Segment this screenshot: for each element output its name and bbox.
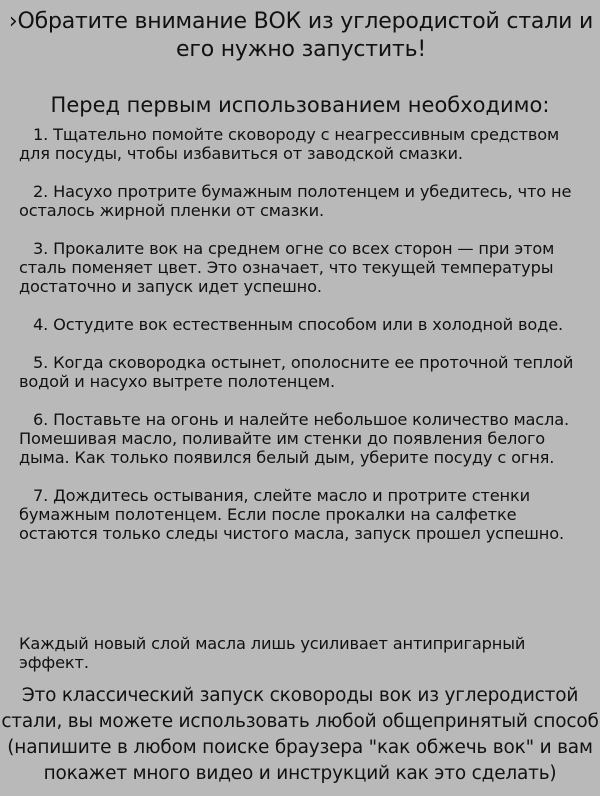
step-2: 2. Насухо протрите бумажным полотенцем и убедитесь, что не осталось жирной пленки от смазки.: [19, 182, 572, 220]
step-7: 7. Дождитесь остывания, слейте масло и протрите стенки бумажным полотенцем. Если после прокалки на салфетке остаются только следы чистого масла, запуск прошел успешно.: [19, 486, 564, 543]
step-3: 3. Прокалите вок на среднем огне со всех сторон — при этом сталь поменяет цвет. Это означает, что текущей температуры достаточно и запуск идет успешно.: [19, 239, 555, 296]
step-5: 5. Когда сковородка остынет, ополосните ее проточной теплой водой и насухо вытрете полотенцем.: [19, 353, 574, 391]
step-1: 1. Тщательно помойте сковороду с неагрессивным средством для посуды, чтобы избавиться от заводской смазки.: [19, 125, 560, 163]
note-text: Каждый новый слой масла лишь усиливает антипригарный эффект.: [19, 634, 526, 672]
steps-list: [19, 125, 591, 562]
page-title: ›Обратите внимание ВОК из углеродистой стали и его нужно запустить!: [8, 9, 594, 62]
intro-heading: Перед первым использованием необходимо:: [50, 93, 550, 117]
footer-text: Это классический запуск сковороды вок из углеродистой стали, вы можете использовать любой общепринятый способ (напишите в любом поиске браузера "как обжечь вок" и вам покажет много видео и инструкций как это сделать): [1, 685, 599, 784]
step-6: 6. Поставьте на огонь и налейте небольшое количество масла. Помешивая масло, поливайте им стенки до появления белого дыма. Как только появился белый дым, уберите посуду с огня.: [19, 410, 570, 467]
step-4: 4. Остудите вок естественным способом или в холодной воде.: [33, 315, 564, 334]
